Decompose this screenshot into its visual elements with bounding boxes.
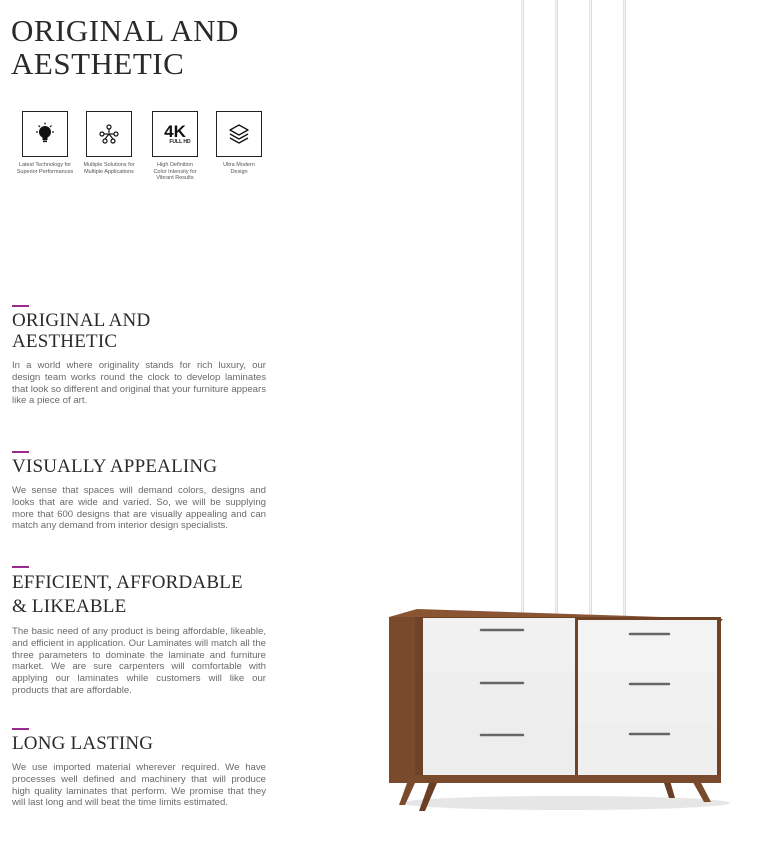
accent-bar (12, 305, 29, 307)
section-title: ORIGINAL AND AESTHETIC (12, 310, 151, 352)
rod (623, 0, 626, 622)
rod (589, 0, 592, 620)
section-original (12, 305, 266, 407)
feature-solutions (74, 111, 144, 175)
section-body: We use imported material wherever required. We have processes well defined and machinery that will produce high quality laminates that perform. We promise that they will last long and will beat the time limits estimated. (12, 762, 266, 809)
section-title: EFFICIENT, AFFORDABLE & LIKEABLE (12, 572, 243, 617)
accent-bar (12, 451, 29, 453)
section-visually-appealing (12, 451, 266, 532)
4k-icon-text: 4K (164, 121, 186, 141)
network-icon (86, 111, 132, 157)
feature-caption: Ultra Modern Design (223, 162, 255, 175)
accent-bar (12, 566, 29, 568)
4k-icon (152, 111, 198, 157)
section-long-lasting (12, 728, 266, 809)
bulb-icon (22, 111, 68, 157)
feature-icons-row (10, 111, 270, 186)
layers-icon (216, 111, 262, 157)
rod (521, 0, 524, 620)
dresser-image (385, 605, 745, 825)
feature-technology (10, 111, 80, 175)
feature-caption: Multiple Solutions for Multiple Applications (83, 162, 135, 175)
section-title: LONG LASTING (12, 733, 154, 754)
section-body: We sense that spaces will demand colors, designs and looks that are wide and varied. So, we will be supplying more that 600 designs that are visually appealing and can match any demand from interior design specialists. (12, 485, 266, 532)
section-efficient (12, 566, 266, 697)
feature-design (204, 111, 274, 175)
section-title: VISUALLY APPEALING (12, 456, 218, 477)
feature-hd (140, 111, 210, 182)
page-title: ORIGINAL AND AESTHETIC (11, 13, 239, 81)
feature-caption: High Definition Color Intensity for Vibrant Results (153, 162, 197, 181)
feature-caption: Latest Technology for Superior Performances (16, 162, 74, 175)
accent-bar (12, 728, 29, 730)
rod (555, 0, 558, 622)
4k-icon-subtext: FULL HD (169, 138, 191, 145)
section-body: The basic need of any product is being affordable, likeable, and efficient in application. Our Laminates will match all the three parameters to dominate the laminate and furniture market. We are sure carpenters will comfortable with applying our laminates while customers will like our products that are affordable. (12, 626, 266, 696)
section-body: In a world where originality stands for rich luxury, our design team works round the clock to develop laminates that look so different and original that your furniture appears like a piece of art. (12, 360, 266, 407)
